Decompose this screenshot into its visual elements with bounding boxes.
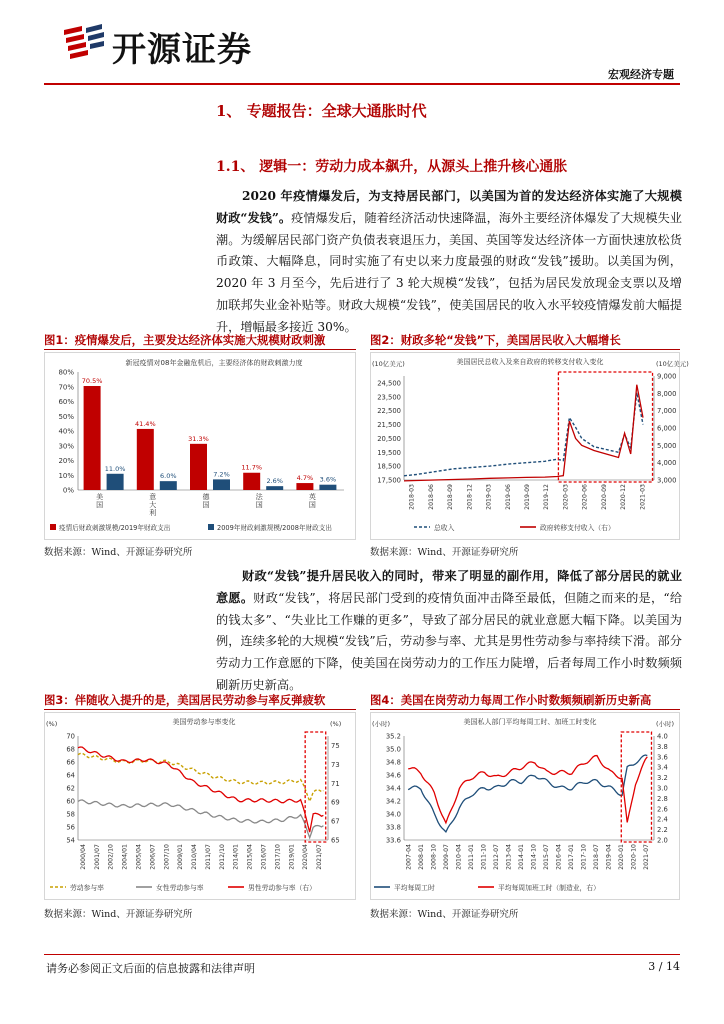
logo-icon <box>62 22 106 62</box>
bar-value-label: 3.6% <box>319 475 337 484</box>
y-left-tick-label: 23,500 <box>377 393 401 402</box>
chart-frame <box>371 713 680 900</box>
x-tick-label: 2020-01 <box>617 844 625 870</box>
y-right-tick-label: 7,000 <box>657 407 677 416</box>
bar <box>266 486 283 490</box>
x-tick-label: 2020/04 <box>302 844 310 870</box>
paragraph-2 <box>216 566 682 697</box>
y-left-tick-label: 19,500 <box>377 448 401 457</box>
x-tick-label: 2019-03 <box>485 484 493 510</box>
bar-value-label: 31.3% <box>188 434 209 443</box>
footer-disclaimer: 请务必参阅正文后面的信息披露和法律声明 <box>46 962 255 975</box>
paragraph-1-body: 疫情爆发后，随着经济活动快速降温，海外主要经济体爆发了大规模失业潮。为缓解居民部门资产负债表衰退压力，美国、英国等发达经济体一方面快速放松货币政策、大幅降息，同时实施了有史以来力度最强的财政“发钱”援助。以美国为例，2020 年 3 月至今，先后进行了 3 轮大规模“发钱”，包括为居民发放现金支票以及增加联邦失业金补贴等。财政大规模“发钱”，使美国居民的收入水平较疫情爆发前大幅提升，增幅最多接近 30%。 <box>216 210 682 334</box>
x-tick-label: 2000/04 <box>79 844 87 870</box>
y-right-tick-label: 9,000 <box>657 372 677 381</box>
y-left-tick-label: 54 <box>66 836 75 845</box>
y-left-tick-label: 70 <box>66 732 75 741</box>
x-tick-label: 2018-06 <box>427 484 435 510</box>
footer-divider <box>44 954 680 955</box>
y-left-tick-label: 21,500 <box>377 421 401 430</box>
x-tick-label: 2018-07 <box>592 844 600 870</box>
bar-value-label: 7.2% <box>213 470 230 479</box>
figure-4-source: 数据来源：Wind、开源证券研究所 <box>370 909 519 920</box>
y-left-tick-label: 17,500 <box>377 476 401 485</box>
y-right-tick-label: 8,000 <box>657 389 677 398</box>
y-right-tick-label: 5,000 <box>657 441 677 450</box>
y-tick-label: 80% <box>58 368 74 377</box>
highlight-box <box>558 372 652 482</box>
page-number: 3 / 14 <box>648 960 680 973</box>
x-tick-label: 2019-06 <box>504 484 512 510</box>
y-left-tick-label: 20,500 <box>377 434 401 443</box>
y-right-tick-label: 4,000 <box>657 459 677 468</box>
legend-label: 女性劳动参与率 <box>156 884 204 892</box>
y-tick-label: 20% <box>58 457 74 465</box>
x-tick-label: 国 <box>308 501 316 509</box>
x-tick-label: 2015-07 <box>542 844 550 870</box>
chart-title: 新冠疫情对08年金融危机后，主要经济体的财政刺激力度 <box>125 359 303 367</box>
y-tick-label: 40% <box>58 427 74 436</box>
x-tick-label: 利 <box>149 509 157 517</box>
x-tick-label: 2012-07 <box>492 844 500 870</box>
bar <box>137 429 154 490</box>
legend-label: 疫情后财政刺激规模/2019年财政支出 <box>59 524 171 532</box>
bar <box>190 444 207 490</box>
left-axis-unit: (10亿美元) <box>372 360 405 368</box>
paragraph-2-lead: 财政“发钱”提升居民收入的同时，带来了明显的副作用，降低了部分居民的就业意愿。 <box>216 569 682 605</box>
y-right-tick-label: 2.4 <box>657 815 668 824</box>
y-right-tick-label: 3.0 <box>657 784 668 793</box>
logo-text: 开源证券 <box>112 30 252 70</box>
x-tick-label: 2006/07 <box>149 844 157 870</box>
figure-4-rule <box>370 709 680 710</box>
figure-2-rule <box>370 349 680 350</box>
x-tick-label: 意 <box>149 493 157 501</box>
y-left-tick-label: 60 <box>66 797 75 806</box>
y-left-tick-label: 62 <box>66 784 75 793</box>
x-tick-label: 2013-04 <box>505 844 513 870</box>
y-right-tick-label: 4.0 <box>657 732 668 741</box>
chart-title: 美国私人部门平均每周工时、加班工时变化 <box>463 718 597 726</box>
x-tick-label: 2019/01 <box>288 844 296 870</box>
figure-4-chart <box>370 712 680 900</box>
chart-title: 美国劳动参与率变化 <box>172 718 236 726</box>
legend-swatch <box>208 524 214 530</box>
bar <box>160 481 177 490</box>
bar-value-label: 6.0% <box>160 472 177 481</box>
bar-value-label: 11.0% <box>104 464 126 473</box>
bar <box>319 485 336 490</box>
series-line <box>404 393 643 476</box>
chart-frame <box>371 353 680 540</box>
x-tick-label: 2019-12 <box>543 484 551 510</box>
x-tick-label: 2011-01 <box>467 844 475 870</box>
chart-title: 美国居民总收入及来自政府的转移支付收入变化 <box>456 358 604 366</box>
bar-value-label: 41.4% <box>134 419 156 428</box>
x-tick-label: 2020-03 <box>562 484 570 510</box>
x-tick-label: 2017/10 <box>274 844 282 870</box>
x-tick-label: 国 <box>255 501 263 509</box>
y-left-tick-label: 33.6 <box>385 836 401 845</box>
x-tick-label: 2017-10 <box>580 844 588 870</box>
figure-2-source: 数据来源：Wind、开源证券研究所 <box>370 547 519 558</box>
y-right-tick-label: 3.6 <box>657 753 668 762</box>
x-tick-label: 2021-07 <box>642 844 650 870</box>
x-tick-label: 2010-04 <box>455 844 463 870</box>
subsection-title: 1.1、 逻辑一：劳动力成本飙升，从源头上推升核心通胀 <box>216 159 568 175</box>
y-left-tick-label: 22,500 <box>377 407 401 416</box>
x-tick-label: 国 <box>96 501 104 509</box>
x-tick-label: 2021-03 <box>639 484 647 510</box>
legend-label: 平均每周工时 <box>394 884 435 892</box>
y-left-tick-label: 34.4 <box>385 784 401 793</box>
x-tick-label: 国 <box>202 501 210 509</box>
y-right-tick-label: 3.4 <box>657 763 668 772</box>
figure-1-title: 图1：疫情爆发后，主要发达经济体实施大规模财政刺激 <box>44 333 326 347</box>
x-tick-label: 2014-01 <box>517 844 525 870</box>
x-tick-label: 2021/07 <box>316 844 324 870</box>
x-tick-label: 2008-10 <box>430 844 438 870</box>
x-tick-label: 2014/01 <box>232 844 240 870</box>
x-tick-label: 2014-10 <box>530 844 538 870</box>
y-right-tick-label: 73 <box>331 760 340 769</box>
x-tick-label: 德 <box>202 493 210 501</box>
x-tick-label: 2001/07 <box>93 844 101 870</box>
legend-label: 政府转移支付收入（右） <box>540 524 615 532</box>
y-left-tick-label: 34.8 <box>385 758 401 767</box>
y-right-tick-label: 75 <box>331 741 340 750</box>
y-tick-label: 50% <box>58 412 74 421</box>
bar <box>84 386 101 490</box>
x-tick-label: 法 <box>255 493 263 501</box>
legend-label: 平均每周加班工时（制造业，右） <box>498 884 600 892</box>
y-right-tick-label: 2.8 <box>657 794 668 803</box>
y-left-tick-label: 34.6 <box>385 771 401 780</box>
highlight-box <box>621 732 651 842</box>
y-left-tick-label: 18,500 <box>377 462 401 471</box>
y-right-tick-label: 2.2 <box>657 826 668 835</box>
legend-label: 劳动参与率 <box>70 884 104 892</box>
x-tick-label: 2015/04 <box>246 844 254 870</box>
y-right-tick-label: 65 <box>331 836 340 845</box>
y-tick-label: 30% <box>58 442 74 451</box>
page-header <box>0 0 724 90</box>
y-left-tick-label: 64 <box>66 771 75 780</box>
x-tick-label: 2005/04 <box>135 844 143 870</box>
x-tick-label: 2020-10 <box>630 844 638 870</box>
series-line <box>78 800 323 838</box>
legend-label: 男性劳动参与率（右） <box>248 884 316 892</box>
x-tick-label: 2018-12 <box>466 484 474 510</box>
y-right-tick-label: 2.0 <box>657 836 668 845</box>
y-left-tick-label: 35.2 <box>385 732 401 741</box>
figure-2-chart <box>370 352 689 540</box>
x-tick-label: 2004/01 <box>121 844 129 870</box>
x-tick-label: 2002/10 <box>107 844 115 870</box>
x-tick-label: 2007/10 <box>163 844 171 870</box>
figure-1-rule <box>44 349 356 350</box>
section-title: 1、 专题报告：全球大通胀时代 <box>216 102 427 120</box>
x-tick-label: 2008-01 <box>417 844 425 870</box>
left-axis-unit: (小时) <box>372 720 391 728</box>
y-tick-label: 60% <box>58 398 74 406</box>
y-left-tick-label: 34.0 <box>385 810 401 819</box>
y-right-tick-label: 3,000 <box>657 476 677 485</box>
y-right-tick-label: 3.8 <box>657 742 668 751</box>
figure-3-rule <box>44 709 356 710</box>
figure-1-source: 数据来源：Wind、开源证券研究所 <box>44 547 193 558</box>
right-axis-unit: (%) <box>330 720 342 728</box>
y-tick-label: 0% <box>62 486 74 495</box>
x-tick-label: 2016/07 <box>260 844 268 870</box>
y-left-tick-label: 68 <box>66 745 75 754</box>
paragraph-1-lead: 2020 年疫情爆发后，为支持居民部门，以美国为首的发达经济体实施了大规模财政“发钱”。 <box>216 189 682 225</box>
chart-frame <box>45 713 356 900</box>
bar <box>296 483 313 490</box>
x-tick-label: 2007-04 <box>405 844 413 870</box>
y-right-tick-label: 2.6 <box>657 805 668 814</box>
paragraph-2-body: 财政“发钱”，将居民部门受到的疫情负面冲击降至最低，但随之而来的是，“给的钱太多”、“失业比工作赚的更多”，导致了部分居民的就业意愿大幅下降。以美国为例，连续多轮的大规模“发钱”后，劳动参与率、尤其是男性劳动参与率持续下滑。部分劳动力工作意愿的下降，使美国在岗劳动力的工作压力陡增，后者每周工作小时数频频刷新历史新高。 <box>216 590 683 692</box>
bar-value-label: 4.7% <box>296 474 314 483</box>
bar-value-label: 70.5% <box>81 377 103 386</box>
legend-label: 总收入 <box>434 524 455 532</box>
figure-3-chart <box>44 712 356 900</box>
x-tick-label: 2009-07 <box>442 844 450 870</box>
series-line <box>404 385 643 481</box>
bar-value-label: 2.6% <box>266 477 283 486</box>
x-tick-label: 2019-04 <box>605 844 613 870</box>
report-category: 宏观经济专题 <box>608 68 674 81</box>
figure-1-chart <box>44 352 356 540</box>
x-tick-label: 2010/04 <box>191 844 199 870</box>
x-tick-label: 2012/10 <box>218 844 226 870</box>
legend-label: 2009年财政刺激规模/2008年财政支出 <box>217 524 332 532</box>
x-tick-label: 2017-01 <box>567 844 575 870</box>
x-tick-label: 2020-06 <box>581 484 589 510</box>
right-axis-unit: (10亿美元) <box>656 360 689 368</box>
y-right-tick-label: 6,000 <box>657 424 677 433</box>
x-tick-label: 2018-09 <box>447 484 455 510</box>
x-tick-label: 英 <box>308 493 316 501</box>
right-axis-unit: (小时) <box>656 720 675 728</box>
y-left-tick-label: 35.0 <box>385 745 401 754</box>
y-left-tick-label: 33.8 <box>385 823 401 832</box>
x-tick-label: 大 <box>149 501 157 509</box>
y-tick-label: 70% <box>58 383 74 392</box>
y-tick-label: 10% <box>58 471 74 480</box>
y-right-tick-label: 71 <box>331 779 340 788</box>
figure-3-title: 图3：伴随收入提升的是，美国居民劳动参与率反弹疲软 <box>44 693 326 707</box>
y-right-tick-label: 3.2 <box>657 774 668 783</box>
y-left-tick-label: 66 <box>66 758 75 767</box>
x-tick-label: 2020-12 <box>620 484 628 510</box>
x-tick-label: 2019-09 <box>524 484 531 510</box>
x-tick-label: 2020-09 <box>600 484 608 510</box>
series-line <box>408 756 647 823</box>
bar <box>107 474 124 490</box>
y-left-tick-label: 34.2 <box>385 797 401 806</box>
figure-2-title: 图2：财政多轮“发钱”下，美国居民收入大幅增长 <box>370 333 621 347</box>
y-left-tick-label: 56 <box>66 823 75 832</box>
y-left-tick-label: 58 <box>66 810 75 819</box>
x-tick-label: 2011/07 <box>204 844 212 870</box>
legend-swatch <box>50 524 56 530</box>
left-axis-unit: (%) <box>46 720 58 728</box>
y-right-tick-label: 67 <box>331 817 340 826</box>
header-divider <box>44 83 680 85</box>
figure-4-title: 图4：美国在岗劳动力每周工作小时数频频刷新历史新高 <box>370 693 652 707</box>
bar-value-label: 11.7% <box>241 463 263 472</box>
x-tick-label: 2009/01 <box>177 844 185 870</box>
x-tick-label: 2011-10 <box>480 844 488 870</box>
x-tick-label: 2016-04 <box>555 844 563 870</box>
figure-3-source: 数据来源：Wind、开源证券研究所 <box>44 909 193 920</box>
x-tick-label: 2018-03 <box>408 484 416 510</box>
paragraph-1 <box>216 186 682 339</box>
bar <box>213 479 230 490</box>
y-right-tick-label: 69 <box>331 798 340 807</box>
x-tick-label: 美 <box>96 493 104 501</box>
bar <box>243 473 260 490</box>
y-left-tick-label: 24,500 <box>377 379 401 388</box>
